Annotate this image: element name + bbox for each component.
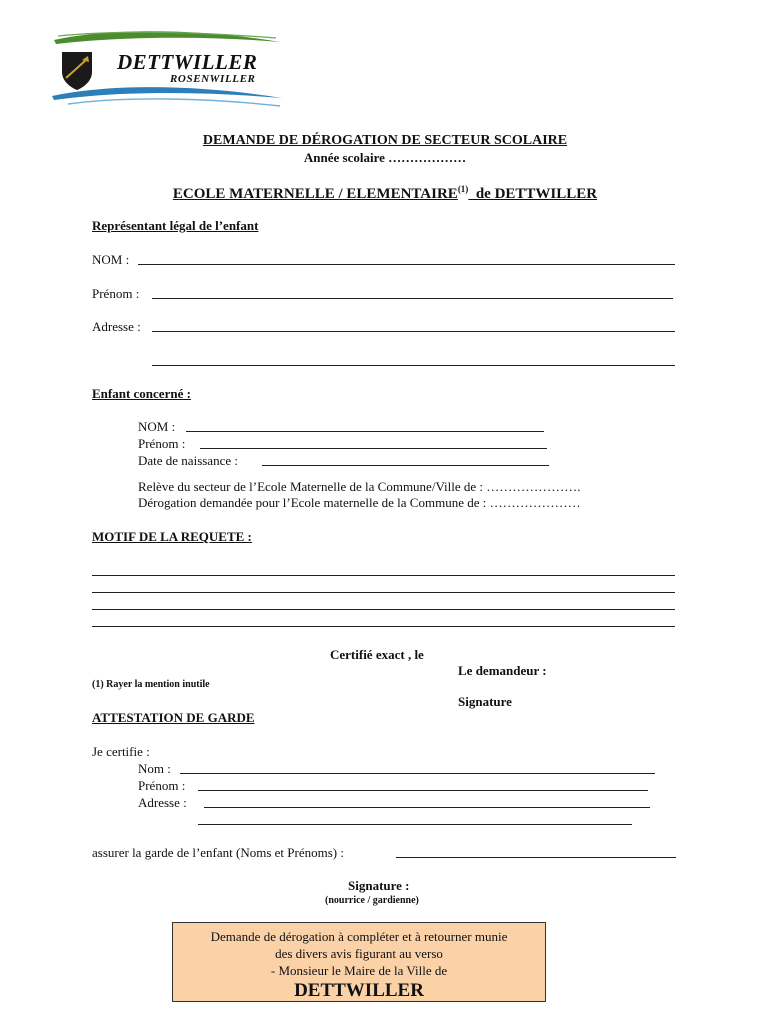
motif-line-4[interactable] bbox=[92, 626, 675, 627]
enfant-prenom-label: Prénom : bbox=[138, 436, 186, 451]
footnote: (1) Rayer la mention inutile bbox=[92, 679, 210, 690]
enfant-derogation: Dérogation demandée pour l’Ecole maternelle de la Commune de : ………………… bbox=[138, 495, 581, 510]
enfant-prenom-field[interactable] bbox=[200, 448, 547, 449]
demandeur-signature: Signature bbox=[458, 694, 512, 709]
enfant-nom-label: NOM : bbox=[138, 419, 176, 434]
document-title: DEMANDE DE DÉROGATION DE SECTEUR SCOLAIRE bbox=[202, 133, 568, 148]
representant-nom-field[interactable] bbox=[138, 264, 675, 265]
motif-heading: MOTIF DE LA REQUETE : bbox=[92, 529, 252, 544]
representant-prenom-label: Prénom : bbox=[92, 286, 140, 301]
enfant-naissance-label: Date de naissance : bbox=[138, 453, 238, 468]
attestation-adresse-label: Adresse : bbox=[138, 795, 187, 810]
notice-line-3: - Monsieur le Maire de la Ville de bbox=[270, 963, 448, 978]
representant-nom-label: NOM : bbox=[92, 252, 130, 267]
representant-prenom-field[interactable] bbox=[152, 298, 673, 299]
attestation-prenom-field[interactable] bbox=[198, 790, 648, 791]
notice-line-1: Demande de dérogation à compléter et à retourner munie bbox=[210, 929, 508, 944]
gardienne-signature: Signature : bbox=[348, 878, 410, 893]
enfant-nom-field[interactable] bbox=[186, 431, 544, 432]
garde-field[interactable] bbox=[396, 857, 676, 858]
attestation-adresse-field-2[interactable] bbox=[198, 824, 632, 825]
logo-subtitle: ROSENWILLER bbox=[170, 73, 256, 85]
school-year: Année scolaire ……………… bbox=[303, 150, 467, 165]
representant-adresse-field-2[interactable] bbox=[152, 365, 675, 366]
demandeur-label: Le demandeur : bbox=[458, 663, 547, 678]
attestation-adresse-field[interactable] bbox=[204, 807, 650, 808]
attestation-heading: ATTESTATION DE GARDE bbox=[92, 710, 255, 725]
notice-town: DETTWILLER bbox=[294, 980, 424, 1001]
representant-heading: Représentant légal de l’enfant bbox=[92, 218, 259, 233]
school-line-text: ECOLE MATERNELLE / ELEMENTAIRE bbox=[172, 186, 458, 202]
school-line-suffix: de DETTWILLER bbox=[468, 186, 598, 202]
school-line bbox=[0, 184, 770, 203]
je-certifie: Je certifie : bbox=[92, 744, 150, 759]
logo-title: DETTWILLER bbox=[117, 50, 258, 74]
attestation-nom-label: Nom : bbox=[138, 761, 171, 776]
representant-adresse-field[interactable] bbox=[152, 331, 675, 332]
garde-label: assurer la garde de l’enfant (Noms et Prénoms) : bbox=[92, 845, 344, 860]
motif-line-1[interactable] bbox=[92, 575, 675, 576]
certifie-exact: Certifié exact , le bbox=[330, 647, 424, 662]
motif-line-2[interactable] bbox=[92, 592, 675, 593]
enfant-releve: Relève du secteur de l’Ecole Maternelle de la Commune/Ville de : …………………. bbox=[138, 479, 581, 494]
motif-line-3[interactable] bbox=[92, 609, 675, 610]
enfant-naissance-field[interactable] bbox=[262, 465, 549, 466]
enfant-heading: Enfant concerné : bbox=[92, 386, 191, 401]
notice-line-2: des divers avis figurant au verso bbox=[275, 946, 443, 961]
gardienne-signature-sub: (nourrice / gardienne) bbox=[325, 895, 419, 906]
representant-adresse-label: Adresse : bbox=[92, 319, 141, 334]
attestation-nom-field[interactable] bbox=[180, 773, 655, 774]
school-line-footnote: (1) bbox=[457, 184, 469, 194]
notice-box bbox=[172, 922, 546, 1002]
attestation-prenom-label: Prénom : bbox=[138, 778, 186, 793]
